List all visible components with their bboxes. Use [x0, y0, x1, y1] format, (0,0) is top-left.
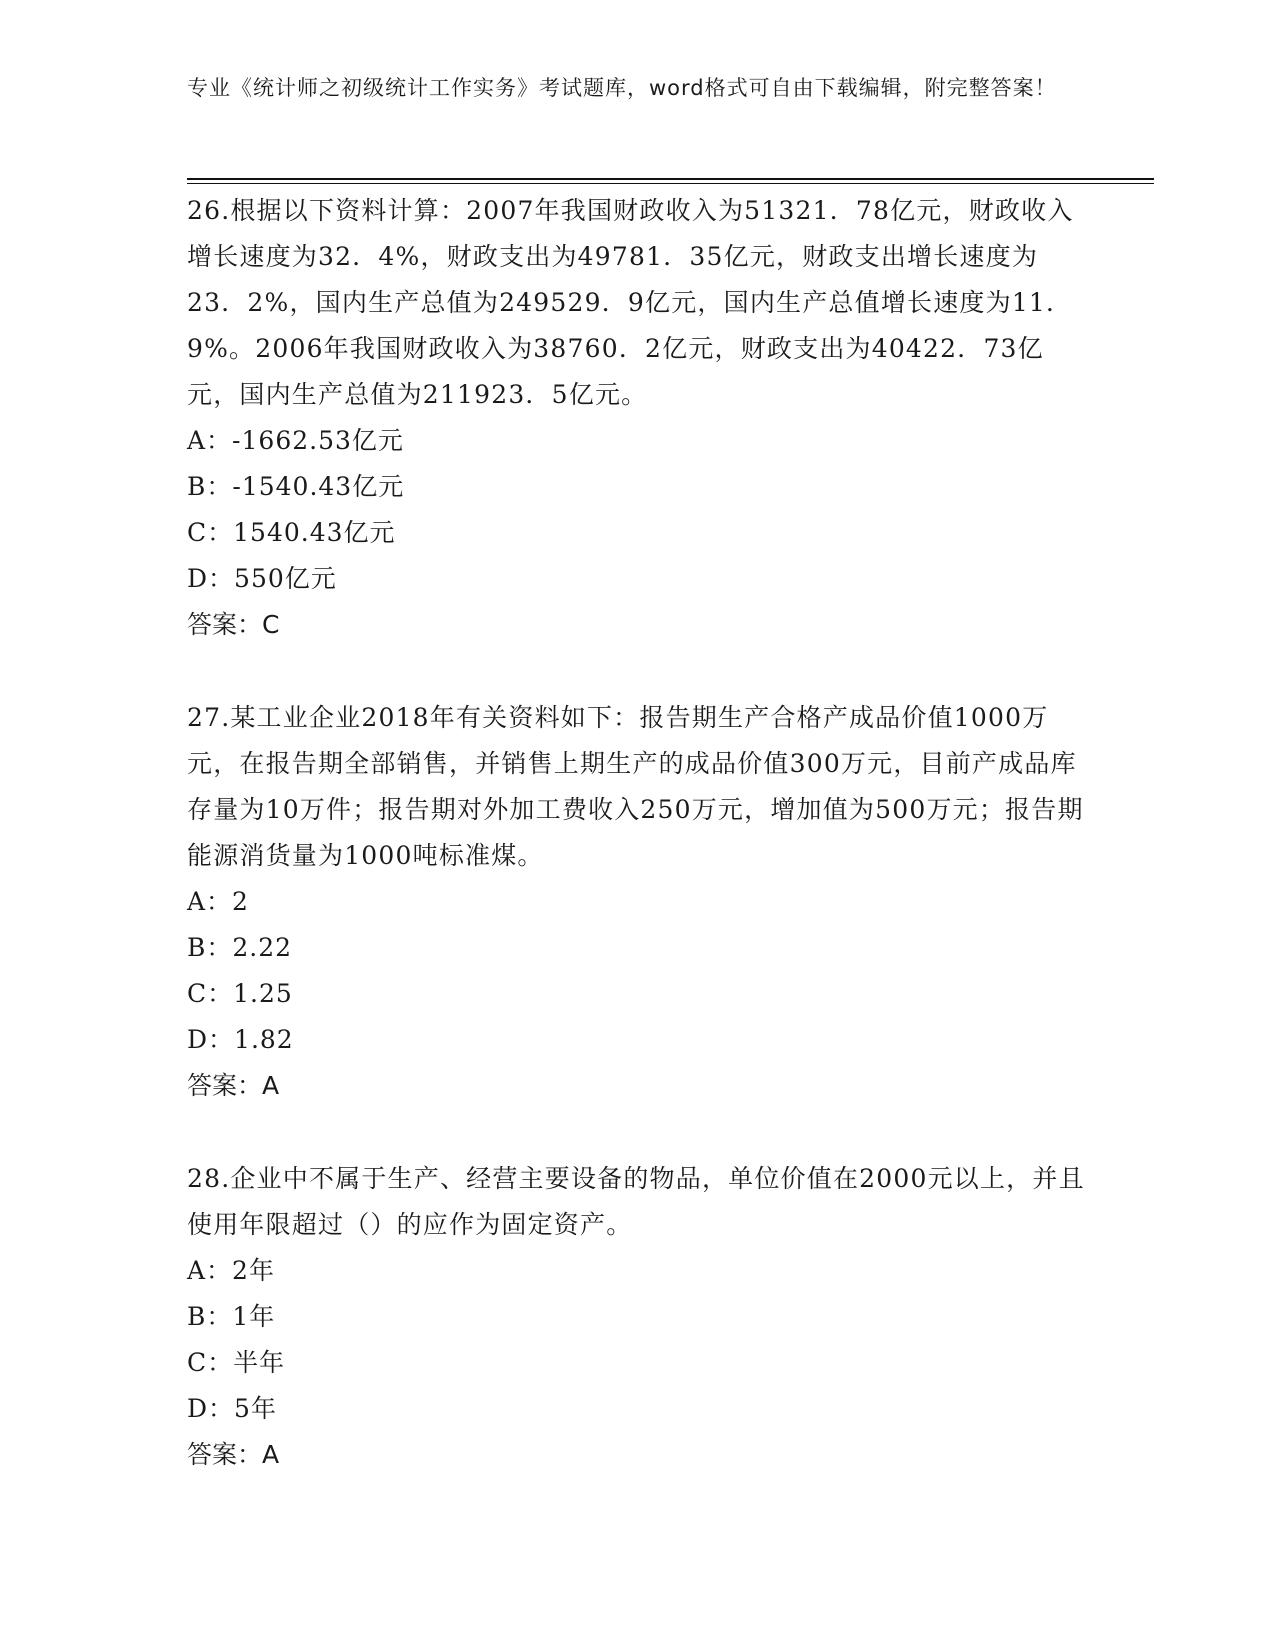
option-c: C：半年	[187, 1348, 286, 1377]
option-b: B：1年	[187, 1302, 276, 1331]
option-c: C：1540.43亿元	[187, 518, 396, 547]
option-a: A：2	[187, 887, 249, 916]
option-d: D：5年	[187, 1394, 277, 1423]
option-b: B：2.22	[187, 933, 293, 962]
option-b: B：-1540.43亿元	[187, 472, 405, 501]
question-28	[187, 1156, 1087, 1478]
answer-line: 答案：C	[187, 610, 280, 639]
answer-line: 答案：A	[187, 1071, 280, 1100]
question-stem: 28.企业中不属于生产、经营主要设备的物品，单位价值在2000元以上，并且使用年限超过（）的应作为固定资产。	[187, 1164, 1085, 1239]
document-header: 专业《统计师之初级统计工作实务》考试题库，word格式可自由下载编辑，附完整答案！	[187, 76, 1057, 100]
option-a: A：2年	[187, 1256, 275, 1285]
question-stem: 26.根据以下资料计算：2007年我国财政收入为51321．78亿元，财政收入增长速度为32．4%，财政支出为49781．35亿元，财政支出增长速度为23．2%，国内生产总值为249529．9亿元，国内生产总值增长速度为11．9%。2006年我国财政收入为38760．2亿元，财政支出为40422．73亿元，国内生产总值为211923．5亿元。	[187, 196, 1074, 409]
answer-line: 答案：A	[187, 1440, 280, 1469]
question-27	[187, 695, 1087, 1109]
question-stem: 27.某工业企业2018年有关资料如下：报告期生产合格产成品价值1000万元，在报告期全部销售，并销售上期生产的成品价值300万元，目前产成品库存量为10万件；报告期对外加工费收入250万元，增加值为500万元；报告期能源消货量为1000吨标准煤。	[187, 703, 1084, 870]
header-rule-thin	[187, 183, 1154, 184]
question-26	[187, 188, 1087, 648]
option-d: D：550亿元	[187, 564, 337, 593]
option-a: A：-1662.53亿元	[187, 426, 404, 455]
header-rule-thick	[187, 178, 1154, 180]
option-c: C：1.25	[187, 979, 293, 1008]
option-d: D：1.82	[187, 1025, 294, 1054]
